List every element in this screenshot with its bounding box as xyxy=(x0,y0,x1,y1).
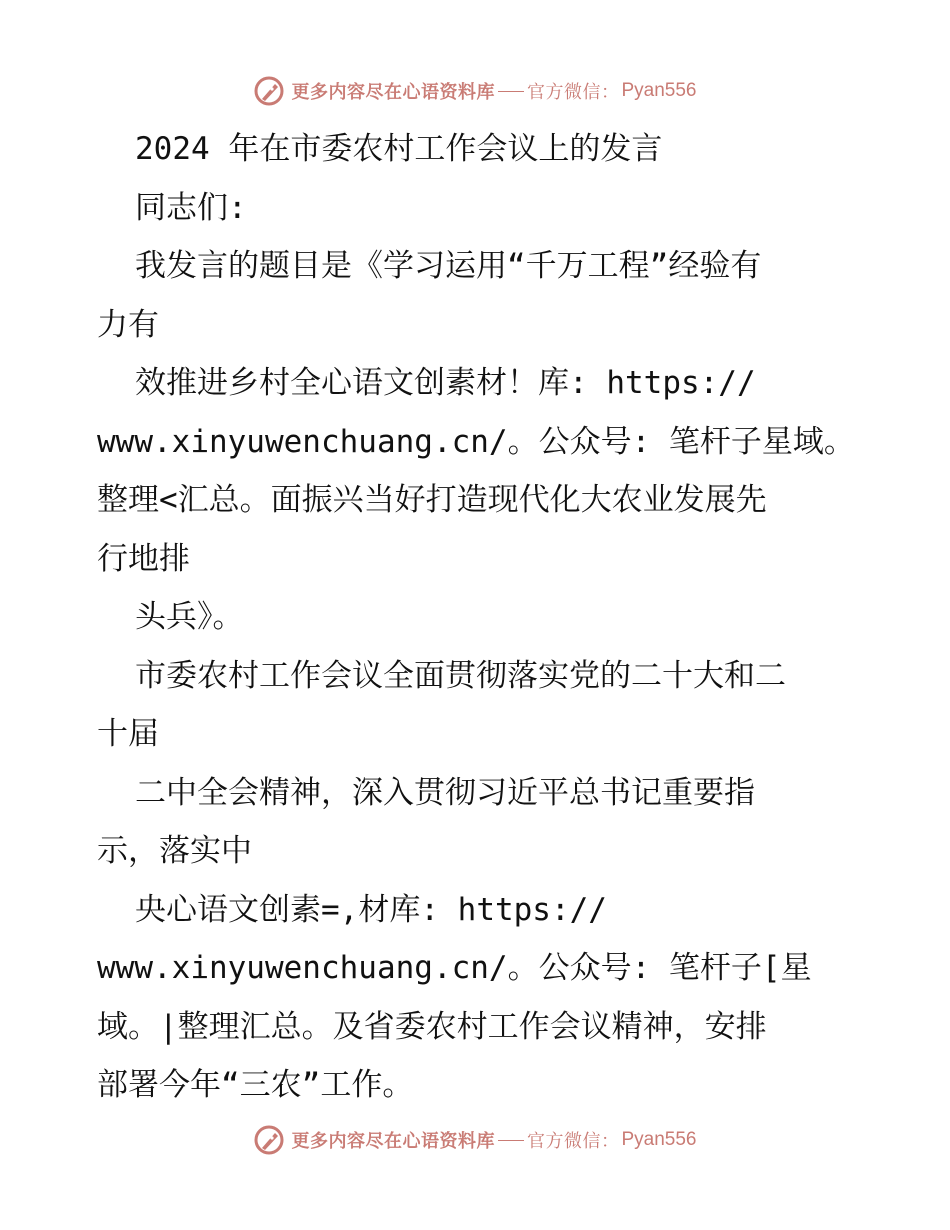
watermark-wechat-id: Pyan556 xyxy=(621,1129,697,1150)
body-line: 市委农村工作会议全面贯彻落实党的二十大和二 xyxy=(135,657,786,694)
body-line: 力有 xyxy=(97,306,159,343)
body-line: 部署今年“三农”工作。 xyxy=(97,1067,414,1103)
body-line: 行地排 xyxy=(97,540,190,577)
body-line: 我发言的题目是《学习运用“千万工程”经验有 xyxy=(135,248,762,284)
watermark-wechat-id: Pyan556 xyxy=(621,80,697,101)
fountain-pen-nib-icon xyxy=(253,1124,285,1156)
watermark-lead-text: 更多内容尽在心语资料库 xyxy=(291,1131,495,1152)
body-line: 示，落实中 xyxy=(97,833,252,869)
document-body xyxy=(97,120,867,1115)
body-line: www.xinyuwenchuang.cn/。公众号: 笔杆子[星 xyxy=(97,950,812,986)
watermark-tail-text: 官方微信： xyxy=(526,1131,620,1152)
salutation: 同志们: xyxy=(135,189,247,226)
body-line: 效推进乡村全心语文创素材！库: https:// xyxy=(135,365,756,401)
watermark-header xyxy=(0,71,950,111)
watermark-lead-text: 更多内容尽在心语资料库 xyxy=(291,82,495,103)
body-line: 头兵》。 xyxy=(135,599,244,635)
watermark-dash xyxy=(498,1140,524,1141)
body-line: 二中全会精神，深入贯彻习近平总书记重要指 xyxy=(135,774,755,811)
body-line: 域。|整理汇总。及省委农村工作会议精神，安排 xyxy=(97,1008,767,1045)
body-line: 整理<汇总。面振兴当好打造现代化大农业发展先 xyxy=(97,482,767,518)
body-line: www.xinyuwenchuang.cn/。公众号: 笔杆子星域。 xyxy=(97,423,855,460)
body-line: 央心语文创素=,材库: https:// xyxy=(135,891,607,928)
watermark-dash xyxy=(498,91,524,92)
body-line: 十届 xyxy=(97,716,159,752)
watermark-tail-text: 官方微信： xyxy=(526,82,620,103)
document-title: 2024 年在市委农村工作会议上的发言 xyxy=(135,131,663,167)
watermark-footer xyxy=(0,1120,950,1160)
fountain-pen-nib-icon xyxy=(253,75,285,107)
